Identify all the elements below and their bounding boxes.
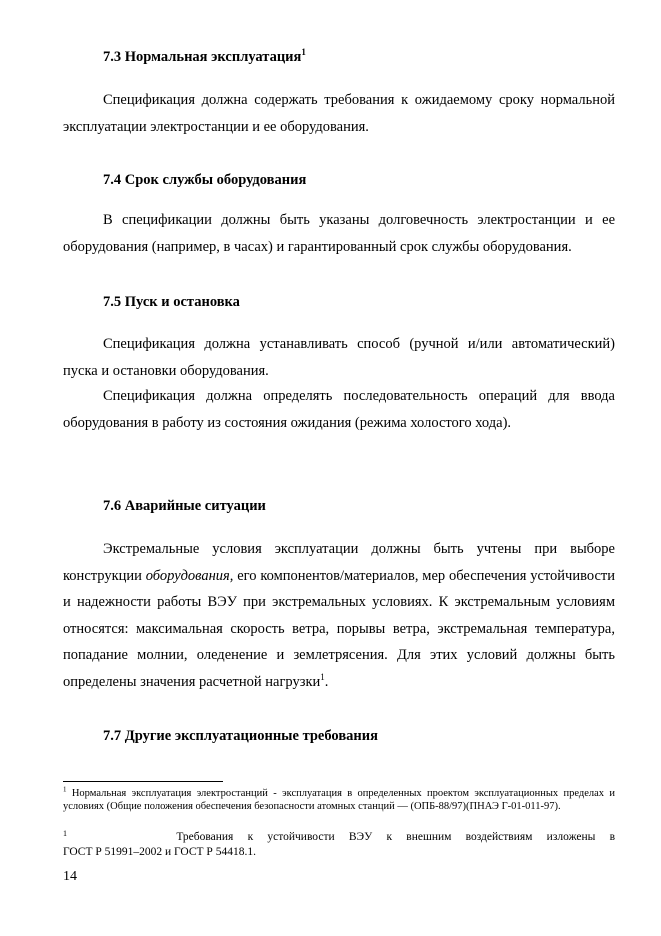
footnote-text: Нормальная эксплуатация электростанций - эксплуатация в определенных проектом эксплуатационных пределах и условиях (Общие положения обеспечения безопасности атомных станций — (ОПБ-88/97)(ПНАЭ Г-01-011-97). bbox=[63, 788, 615, 812]
footnote-marker: 1 bbox=[63, 829, 67, 838]
emphasis-text: оборудования, bbox=[145, 567, 234, 584]
footnote-ref: 1 bbox=[320, 671, 325, 682]
footnote-marker: 1 bbox=[63, 785, 67, 794]
section-heading-7-3 bbox=[103, 48, 306, 66]
paragraph-text: Спецификация должна содержать требования к ожидаемому сроку нормальной эксплуатации электростанции и ее оборудования. bbox=[63, 92, 615, 135]
section-7-5-paragraph-1 bbox=[63, 331, 615, 384]
section-heading-7-5 bbox=[103, 293, 240, 311]
footnote-1 bbox=[63, 787, 615, 813]
footnote-line-1 bbox=[63, 826, 615, 845]
page-number: 14 bbox=[63, 869, 77, 884]
paragraph-text: Спецификация должна устанавливать способ (ручной и/или автоматический) пуска и остановки оборудования. bbox=[63, 336, 615, 379]
paragraph-text: его компонентов/материалов, мер обеспечения устойчивости и надежности работы ВЭУ при экстремальных условиях. К экстремальным условиям относятся: максимальная скорость ветра, порывы ветра, экстремальная температура, попадание молнии, оледенение и землетрясения. Для этих условий должны быть определены значения расчетной нагрузки bbox=[63, 567, 615, 690]
heading-text: 7.3 Нормальная эксплуатация bbox=[103, 49, 302, 65]
paragraph-text: Спецификация должна определять последовательность операций для ввода оборудования в работу из состояния ожидания (режима холостого хода). bbox=[63, 388, 615, 431]
footnote-text: Требования к устойчивости ВЭУ к внешним воздействиям изложены в bbox=[176, 831, 615, 843]
footnote-2 bbox=[63, 826, 615, 860]
section-7-6-paragraph bbox=[63, 536, 615, 695]
paragraph-end: . bbox=[324, 673, 329, 690]
section-7-3-paragraph bbox=[63, 87, 615, 140]
heading-text: 7.5 Пуск и остановка bbox=[103, 294, 240, 310]
section-heading-7-4 bbox=[103, 171, 306, 189]
section-7-4-paragraph bbox=[63, 207, 615, 260]
heading-text: 7.4 Срок службы оборудования bbox=[103, 172, 307, 188]
heading-text: 7.6 Аварийные ситуации bbox=[103, 498, 266, 514]
footnote-separator bbox=[63, 781, 223, 782]
section-7-5-paragraph-2 bbox=[63, 383, 615, 436]
heading-text: 7.7 Другие эксплуатационные требования bbox=[103, 728, 378, 744]
section-heading-7-6 bbox=[103, 497, 266, 515]
paragraph-text: Экстремальные условия эксплуатации должны быть учтены при выборе конструкции bbox=[63, 541, 615, 584]
paragraph-text: В спецификации должны быть указаны долговечность электростанции и ее оборудования (например, в часах) и гарантированный срок службы оборудования. bbox=[63, 212, 615, 255]
section-heading-7-7 bbox=[103, 727, 378, 745]
footnote-ref: 1 bbox=[301, 47, 306, 58]
footnote-line-2: ГОСТ Р 51991–2002 и ГОСТ Р 54418.1. bbox=[63, 846, 256, 858]
